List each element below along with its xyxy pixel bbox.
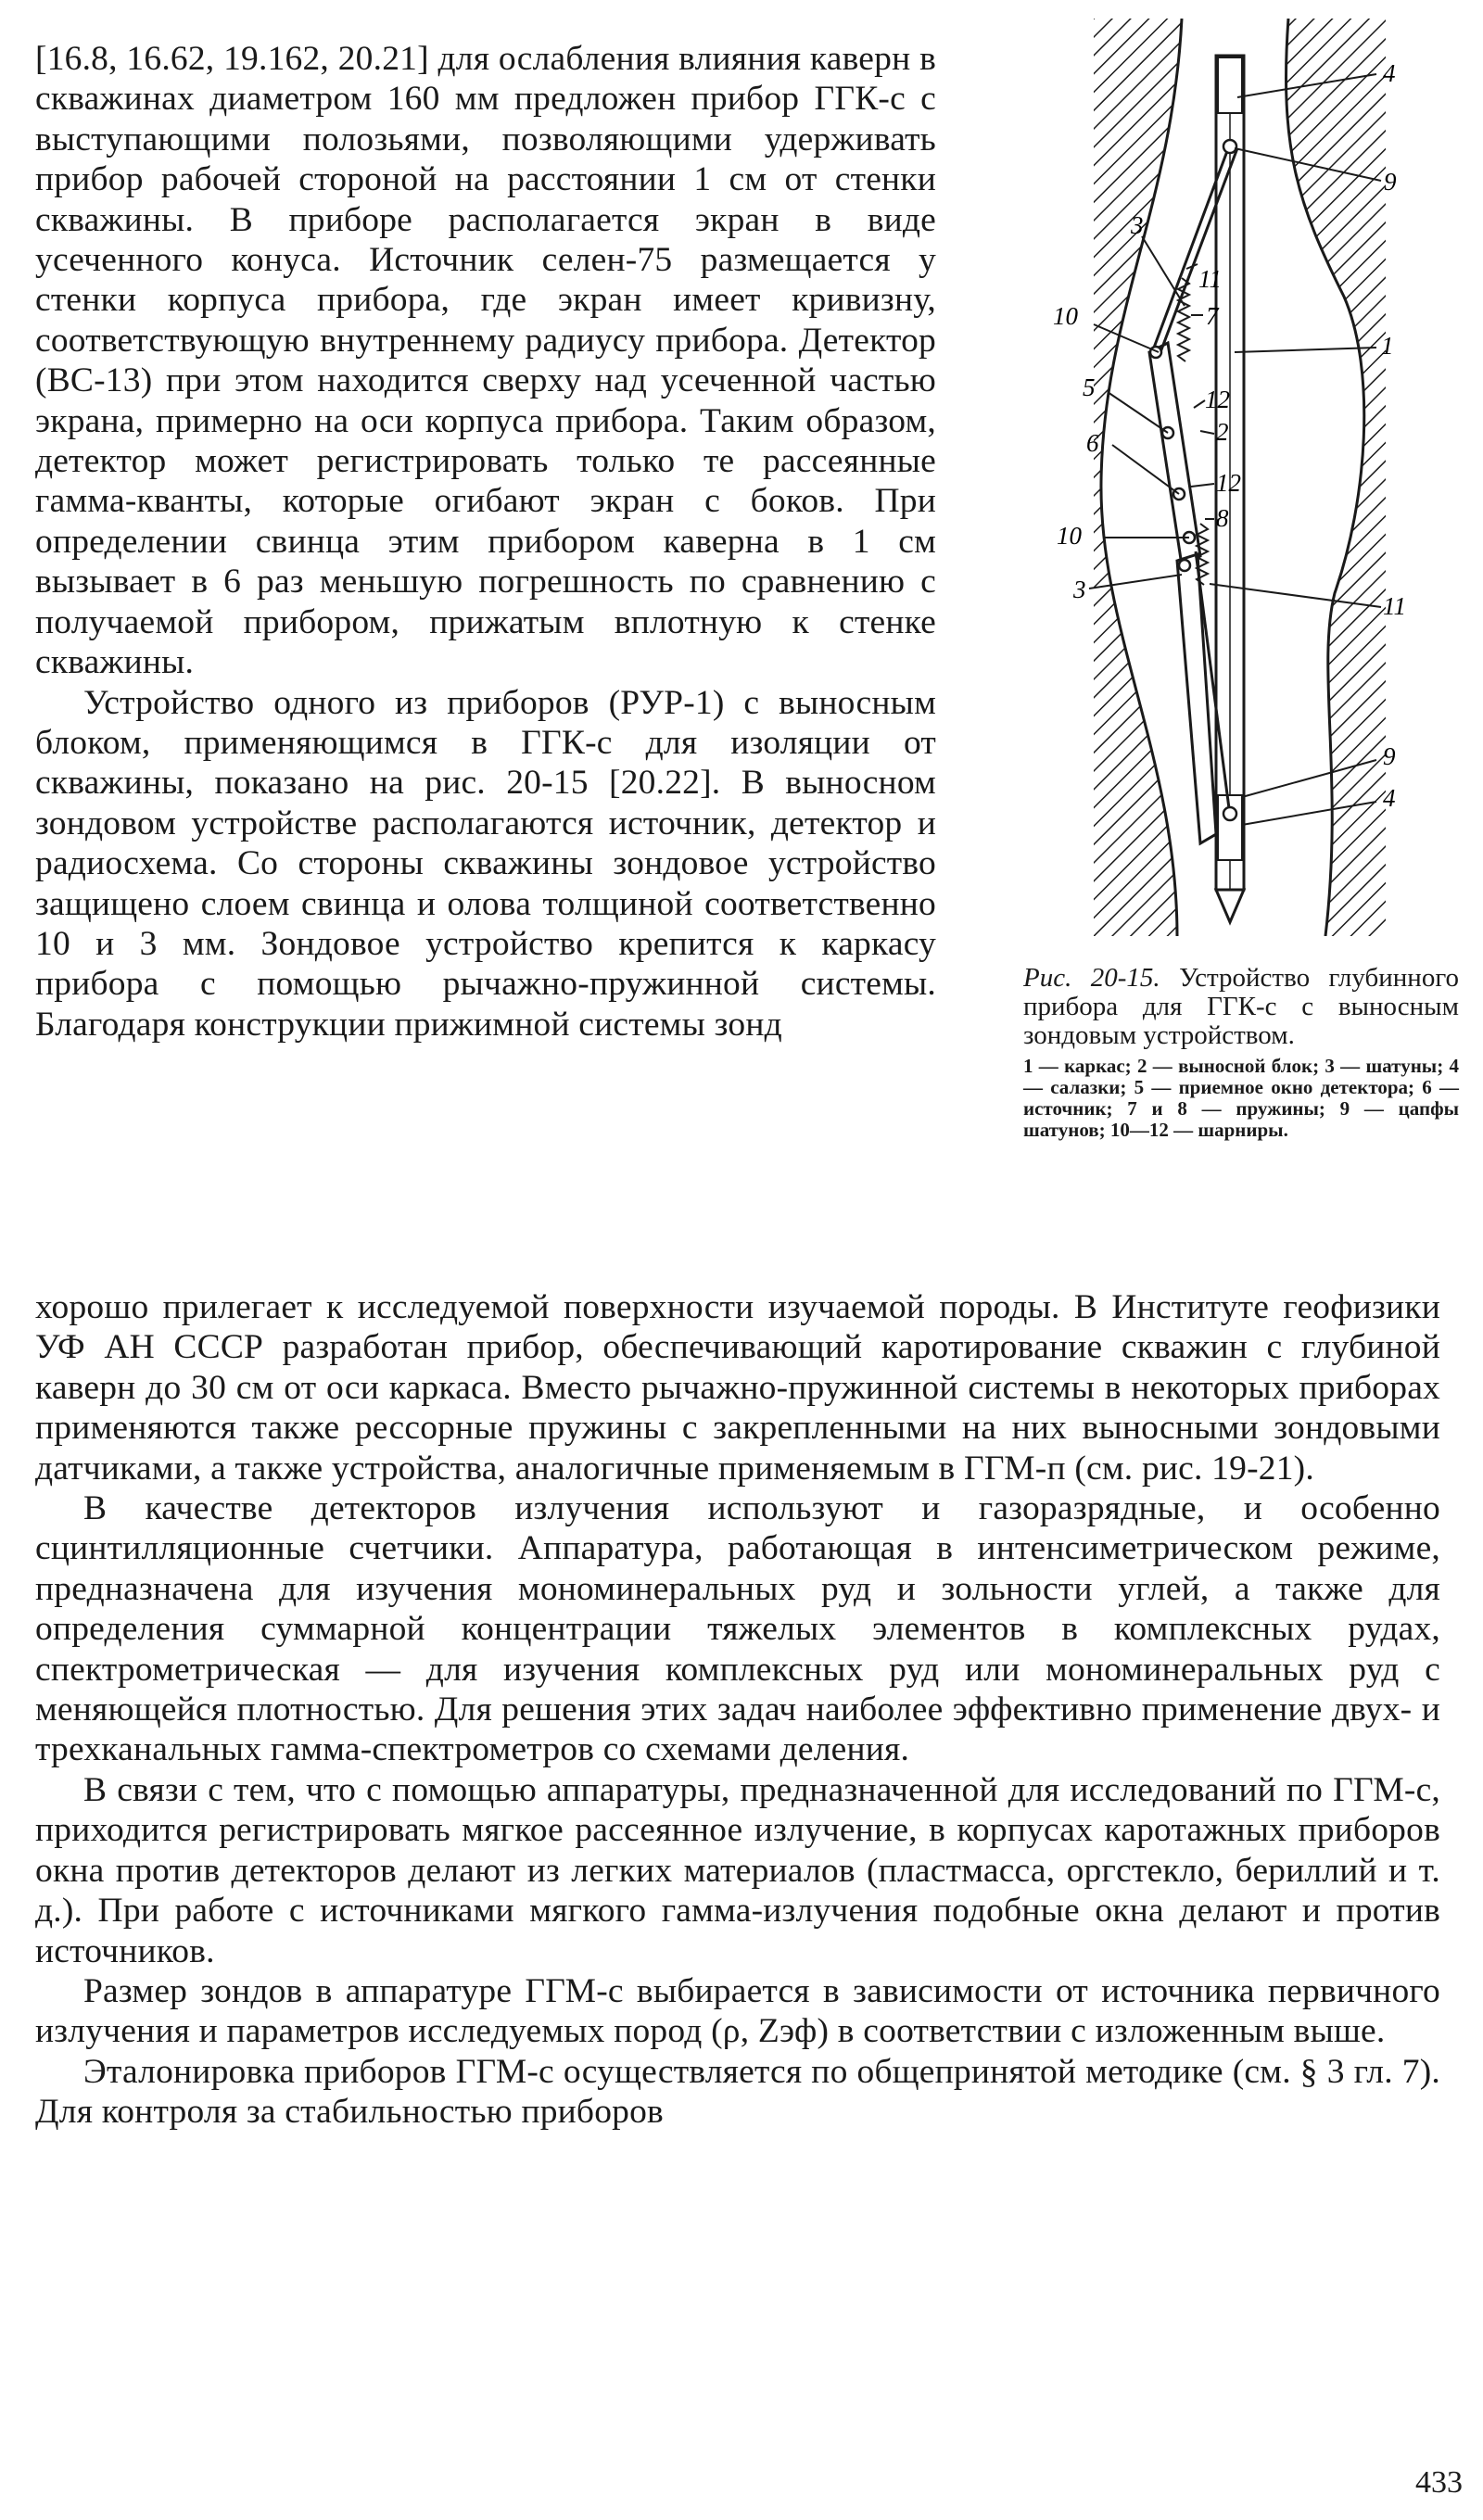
label-9-top: 9 bbox=[1384, 168, 1397, 196]
paragraph-2: Устройство одного из приборов (РУР-1) с выносным блоком, применяющимся в ГГК-с для изоляции от скважины, показано на рис. 20-15 [20.22]. В выносном зондовом устройстве располагаются источник, детектор и радиосхема. Со стороны скважины зондовое устройство защищено слоем свинца и олова толщиной соответственно 10 и 3 мм. Зондовое устройство крепится к каркасу прибора с помощью рычажно-пружинной системы. Благодаря конструкции прижимной системы зонд bbox=[35, 683, 936, 1044]
paragraph-1: [16.8, 16.62, 19.162, 20.21] для ослабления влияния каверн в скважинах диаметром 160 мм предложен прибор ГГК-с с выступающими полозьями, позволяющими удерживать прибор рабочей стороной на расстоянии 1 см от стенки скважины. В приборе располагается экран в виде усеченного конуса. Источник селен-75 размещается у стенки корпуса прибора, где экран имеет кривизну, соответствующую внутреннему радиусу прибора. Детектор (ВС-13) при этом находится сверху над усеченной частью экрана, примерно на оси корпуса прибора. Таким образом, детектор может регистрировать только те рассеянные гамма-кванты, которые огибают экран с боков. При определении свинца этим прибором каверна в 1 см вызывает в 6 раз меньшую погрешность по сравнению с получаемой прибором, прижатым вплотную к стенке скважины. bbox=[35, 40, 936, 682]
label-4-top: 4 bbox=[1383, 59, 1396, 87]
probe-unit bbox=[1149, 343, 1216, 843]
label-12-top: 12 bbox=[1205, 386, 1230, 413]
label-11-top: 11 bbox=[1198, 265, 1222, 293]
page-number: 433 bbox=[1415, 2465, 1463, 2500]
label-10-bottom: 10 bbox=[1057, 522, 1082, 550]
paragraph-3: В качестве детекторов излучения используют и газоразрядные, и особенно сцинтилляционные счетчики. Аппаратура, работающая в интенсиметрическом режиме, предназначена для изучения мономинеральных руд и зольности углей, а также для определения суммарной концентрации тяжелых элементов в комплексных рудах, спектрометрическая — для изучения комплексных руд или мономинеральных руд с меняющейся плотностью. Для решения этих задач наиболее эффективно применение двух- и трехканальных гамма-спектрометров со схемами деления. bbox=[35, 1489, 1440, 1769]
caption-label: Рис. 20-15. bbox=[1023, 963, 1160, 993]
label-9-bottom: 9 bbox=[1383, 742, 1396, 770]
paragraph-4: В связи с тем, что с помощью аппаратуры, предназначенной для исследований по ГГМ-с, приходится регистрировать мягкое рассеянное излучение, в корпусах каротажных приборов окна против детекторов делают из легких материалов (пластмасса, оргстекло, бериллий и т. д.). При работе с источниками мягкого гамма-излучения подобные окна делают и против источников. bbox=[35, 1770, 1440, 1970]
borehole-device-drawing bbox=[1020, 19, 1464, 936]
paragraph-2-continued: хорошо прилегает к исследуемой поверхности изучаемой породы. В Институте геофизики УФ АН СССР разработан прибор, обеспечивающий каротирование скважин с глубиной каверн до 30 см от оси каркаса. Вместо рычажно-пружинной системы в некоторых приборах применяются также рессорные пружины с закрепленными на них выносными зондовыми датчиками, а также устройства, аналогичные применяемым в ГГМ-п (см. рис. 19-21). bbox=[35, 1288, 1440, 1488]
caption-text: Устройство глубинного прибора для ГГК-с с выносным зондовым устройством. bbox=[1023, 963, 1459, 1050]
figure-20-15 bbox=[1020, 19, 1464, 936]
label-4-bottom: 4 bbox=[1383, 784, 1396, 812]
label-8: 8 bbox=[1216, 504, 1229, 532]
label-6: 6 bbox=[1086, 429, 1099, 457]
text-column-left bbox=[35, 39, 936, 1045]
label-1: 1 bbox=[1381, 332, 1394, 360]
label-11-bottom: 11 bbox=[1383, 592, 1406, 620]
label-3-top: 3 bbox=[1131, 211, 1144, 239]
caption-legend: 1 — каркас; 2 — выносной блок; 3 — шатуны; 4 — салазки; 5 — приемное окно детектора; 6 — источник; 7 и 8 — пружины; 9 — цапфы шатунов; 10—12 — шарниры. bbox=[1023, 1055, 1459, 1141]
label-3-bottom: 3 bbox=[1073, 576, 1086, 603]
text-column-full bbox=[35, 1287, 1440, 2133]
figure-caption bbox=[1023, 964, 1459, 1141]
paragraph-6: Эталонировка приборов ГГМ-с осуществляется по общепринятой методике (см. § 3 гл. 7). Для контроля за стабильностью приборов bbox=[35, 2052, 1440, 2132]
label-7: 7 bbox=[1206, 302, 1219, 330]
caption-title bbox=[1023, 964, 1459, 1050]
label-2: 2 bbox=[1216, 418, 1229, 446]
label-10-top: 10 bbox=[1053, 302, 1078, 330]
label-12-bottom: 12 bbox=[1216, 469, 1241, 497]
paragraph-5: Размер зондов в аппаратуре ГГМ-с выбирается в зависимости от источника первичного излучения и параметров исследуемых пород (ρ, Zэф) в соответствии с изложенным выше. bbox=[35, 1971, 1440, 2051]
label-5: 5 bbox=[1083, 374, 1096, 401]
